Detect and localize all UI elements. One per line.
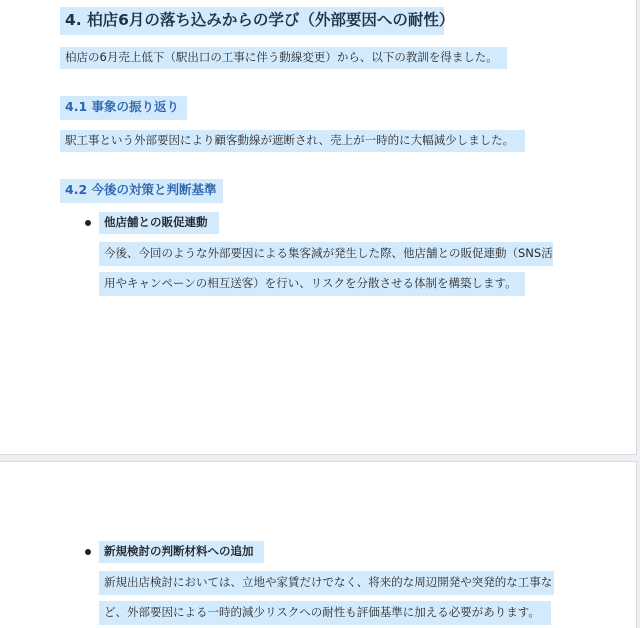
bullet-text-line: 用やキャンペーンの相互送客）を行い、リスクを分散させる体制を構築します。 (99, 272, 525, 296)
subsection-heading-measures: 4.2 今後の対策と判断基準 (60, 179, 223, 203)
bullet-marker (85, 549, 91, 555)
section-heading: 4. 柏店6月の落ち込みからの学び（外部要因への耐性） (60, 7, 444, 35)
bullet-label-promotion: 他店舗との販促連動 (99, 212, 219, 234)
document-page-2 (0, 461, 637, 628)
section-intro-paragraph: 柏店の6月売上低下（駅出口の工事に伴う動線変更）から、以下の教訓を得ました。 (60, 47, 507, 69)
bullet-text-line: 新規出店検討においては、立地や家賃だけでなく、将来的な周辺開発や突発的な工事な (99, 571, 554, 595)
bullet-text-line: 今後、今回のような外部要因による集客減が発生した際、他店舗との販促連動（SNS活 (99, 242, 553, 266)
review-paragraph: 駅工事という外部要因により顧客動線が遮断され、売上が一時的に大幅減少しました。 (60, 130, 525, 152)
bullet-text-line: ど、外部要因による一時的減少リスクへの耐性も評価基準に加える必要があります。 (99, 601, 551, 625)
bullet-label-new-store-criteria: 新規検討の判断材料への追加 (99, 541, 264, 563)
subsection-heading-review: 4.1 事象の振り返り (60, 96, 187, 120)
bullet-marker (85, 220, 91, 226)
